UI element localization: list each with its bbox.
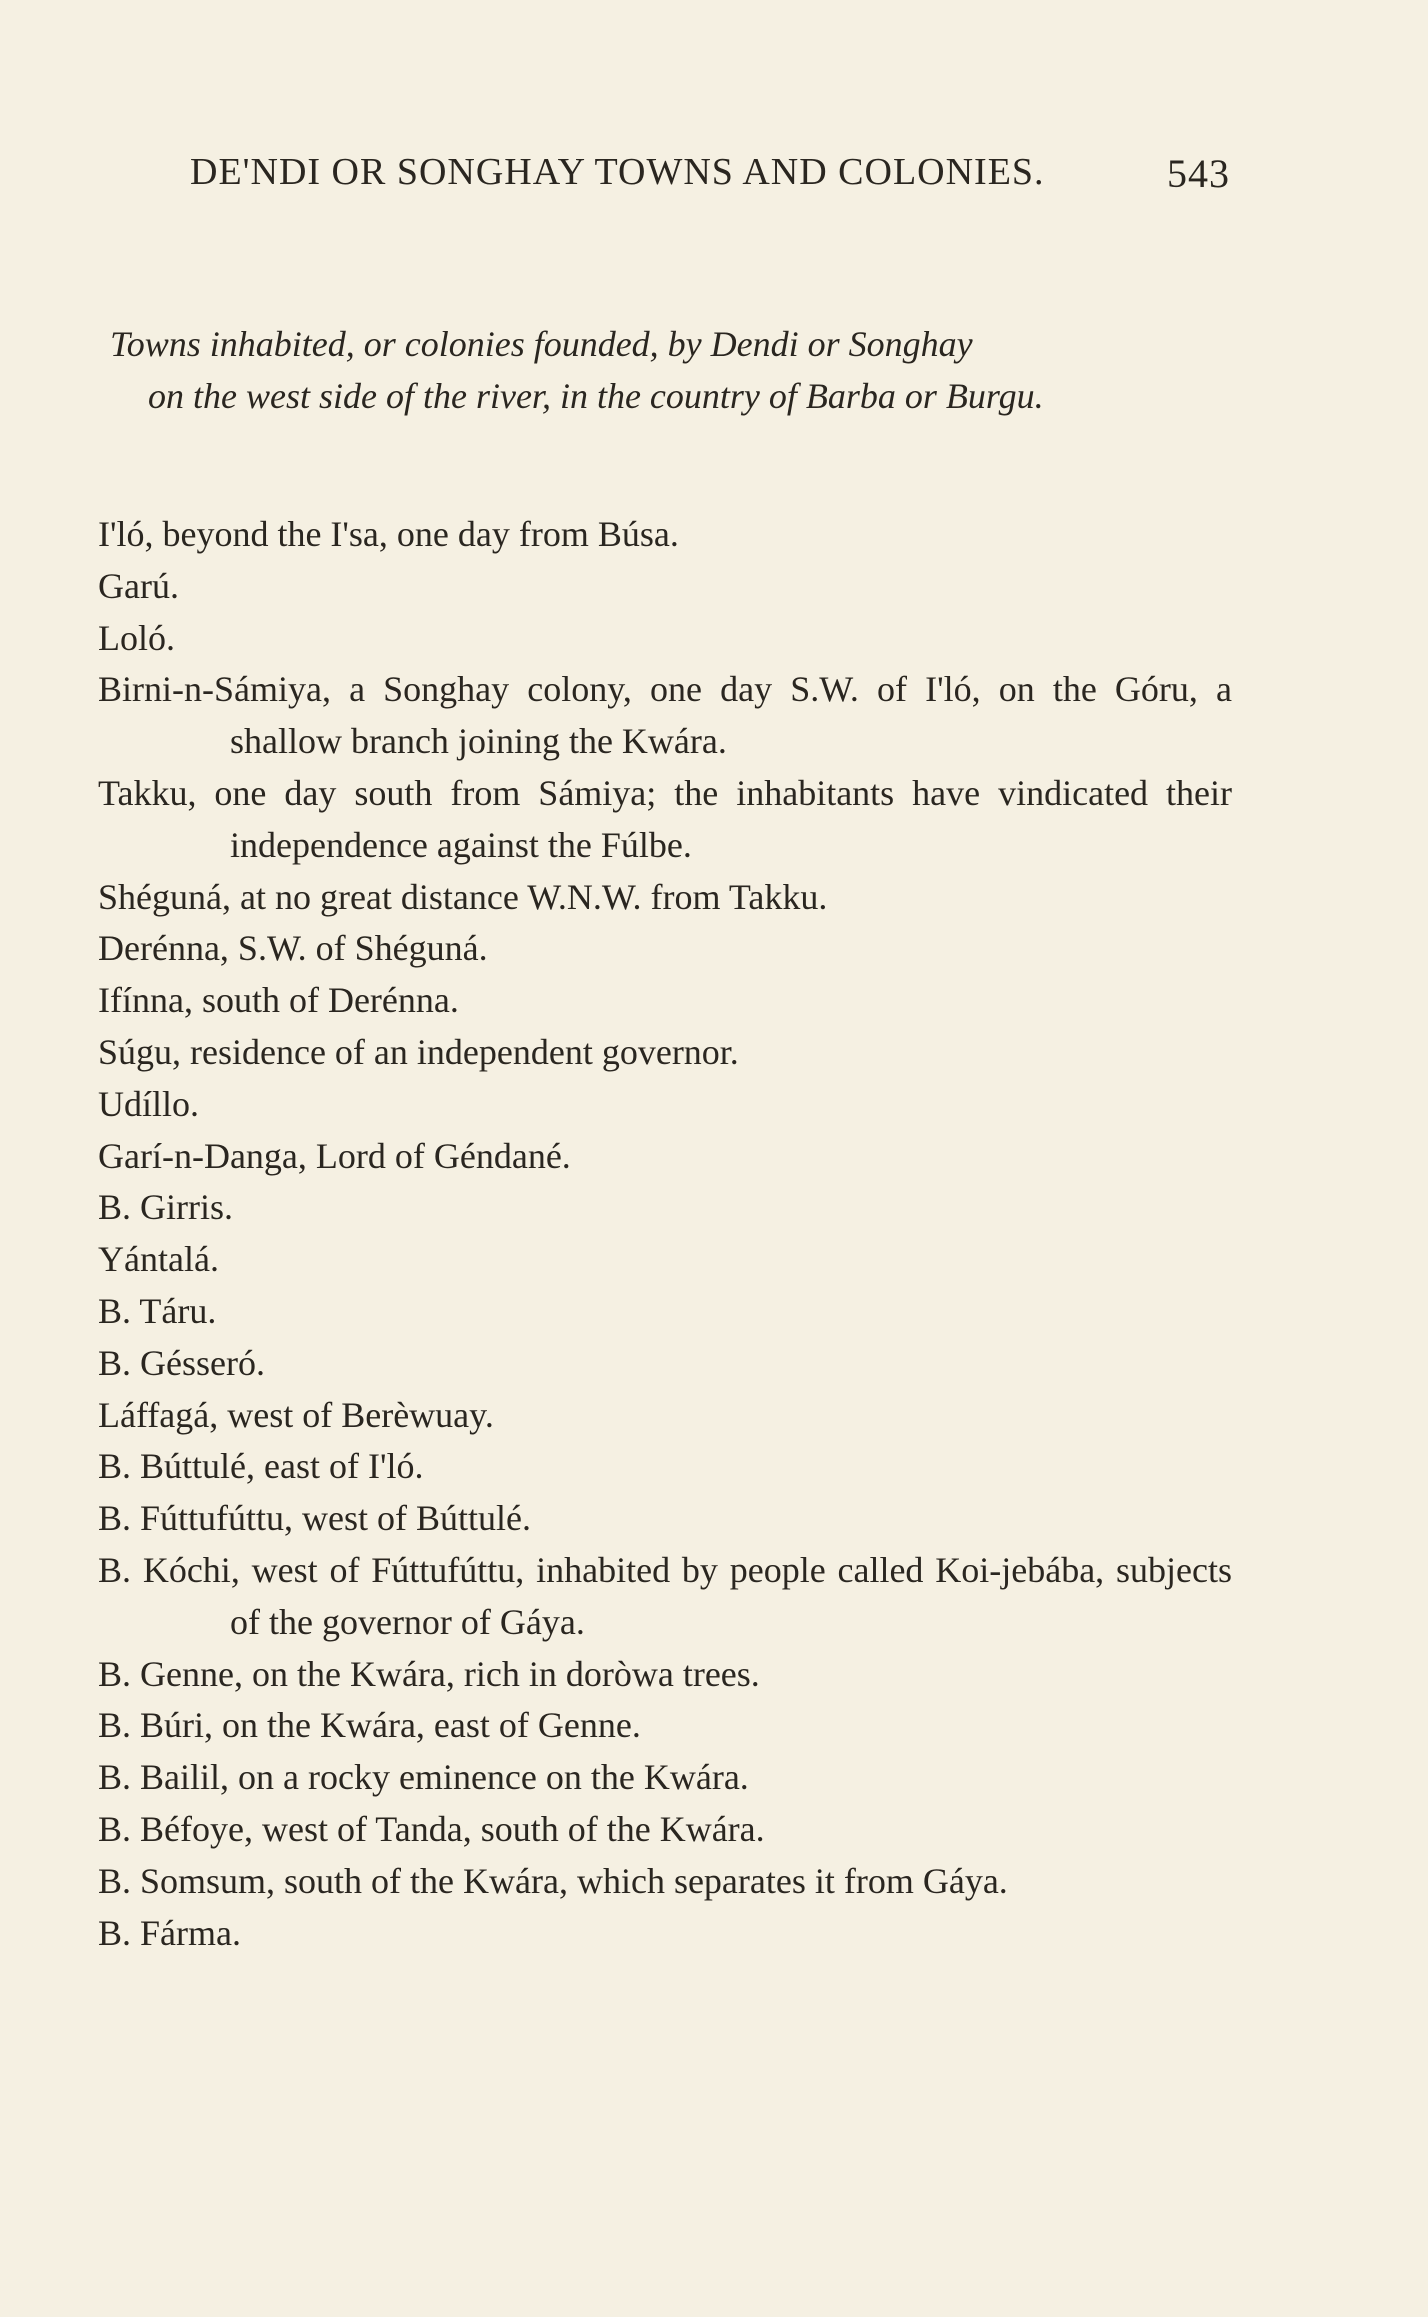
town-entry: I'ló, beyond the I'sa, one day from Búsa. (98, 514, 679, 554)
caption-line-1: Towns inhabited, or colonies founded, by Dendi or Songhay (110, 324, 973, 364)
town-entry: B. Girris. (98, 1187, 233, 1228)
town-entry: Garí-n-Danga, Lord of Géndané. (98, 1135, 571, 1176)
town-entry: B. Bailil, on a rocky eminence on the Kwára. (98, 1757, 749, 1798)
town-entry: B. Somsum, south of the Kwára, which separates it from Gáya. (98, 1860, 1008, 1901)
town-entry: Ifínna, south of Derénna. (98, 980, 459, 1021)
town-entry: Láffagá, west of Berèwuay. (98, 1394, 494, 1435)
town-entry: Yántalá. (98, 1239, 219, 1280)
town-entry: B. Fárma. (98, 1912, 241, 1953)
town-entry: Udíllo. (98, 1083, 200, 1124)
header-title: DE'NDI OR SONGHAY TOWNS AND COLONIES. (190, 151, 1045, 193)
town-entry: Shéguná, at no great distance W.N.W. from Takku. (98, 876, 828, 917)
town-entry: B. Fúttufúttu, west of Búttulé. (98, 1498, 532, 1539)
town-entry: Derénna, S.W. of Shéguná. (98, 928, 488, 969)
town-entry: Súgu, residence of an independent governor. (98, 1031, 739, 1072)
page-number: 543 (1167, 151, 1230, 196)
town-entry: Birni-n-Sámiya, a Songhay colony, one day S.W. of I'ló, on the Góru, a shallow branch joining the Kwára. (98, 669, 1232, 762)
town-entry: B. Kóchi, west of Fúttufúttu, inhabited by people called Koi-jebába, subjects of the governor of Gáya. (98, 1549, 1232, 1642)
section-caption (110, 318, 1232, 422)
town-entry: B. Búri, on the Kwára, east of Genne. (98, 1705, 641, 1746)
town-entry: B. Gésseró. (98, 1342, 265, 1383)
town-entry: B. Táru. (98, 1290, 217, 1331)
town-entry: B. Búttulé, east of I'ló. (98, 1446, 424, 1487)
town-entry: Garú. (98, 565, 179, 606)
town-list (98, 509, 1232, 1959)
town-entry: Takku, one day south from Sámiya; the inhabitants have vindicated their independence against the Fúlbe. (98, 772, 1232, 865)
town-entry: B. Béfoye, west of Tanda, south of the Kwára. (98, 1808, 765, 1849)
town-entry: Loló. (98, 617, 175, 658)
running-header (190, 150, 1230, 210)
caption-line-2: on the west side of the river, in the country of Barba or Burgu. (148, 376, 1044, 416)
town-entry: B. Genne, on the Kwára, rich in doròwa trees. (98, 1653, 760, 1694)
